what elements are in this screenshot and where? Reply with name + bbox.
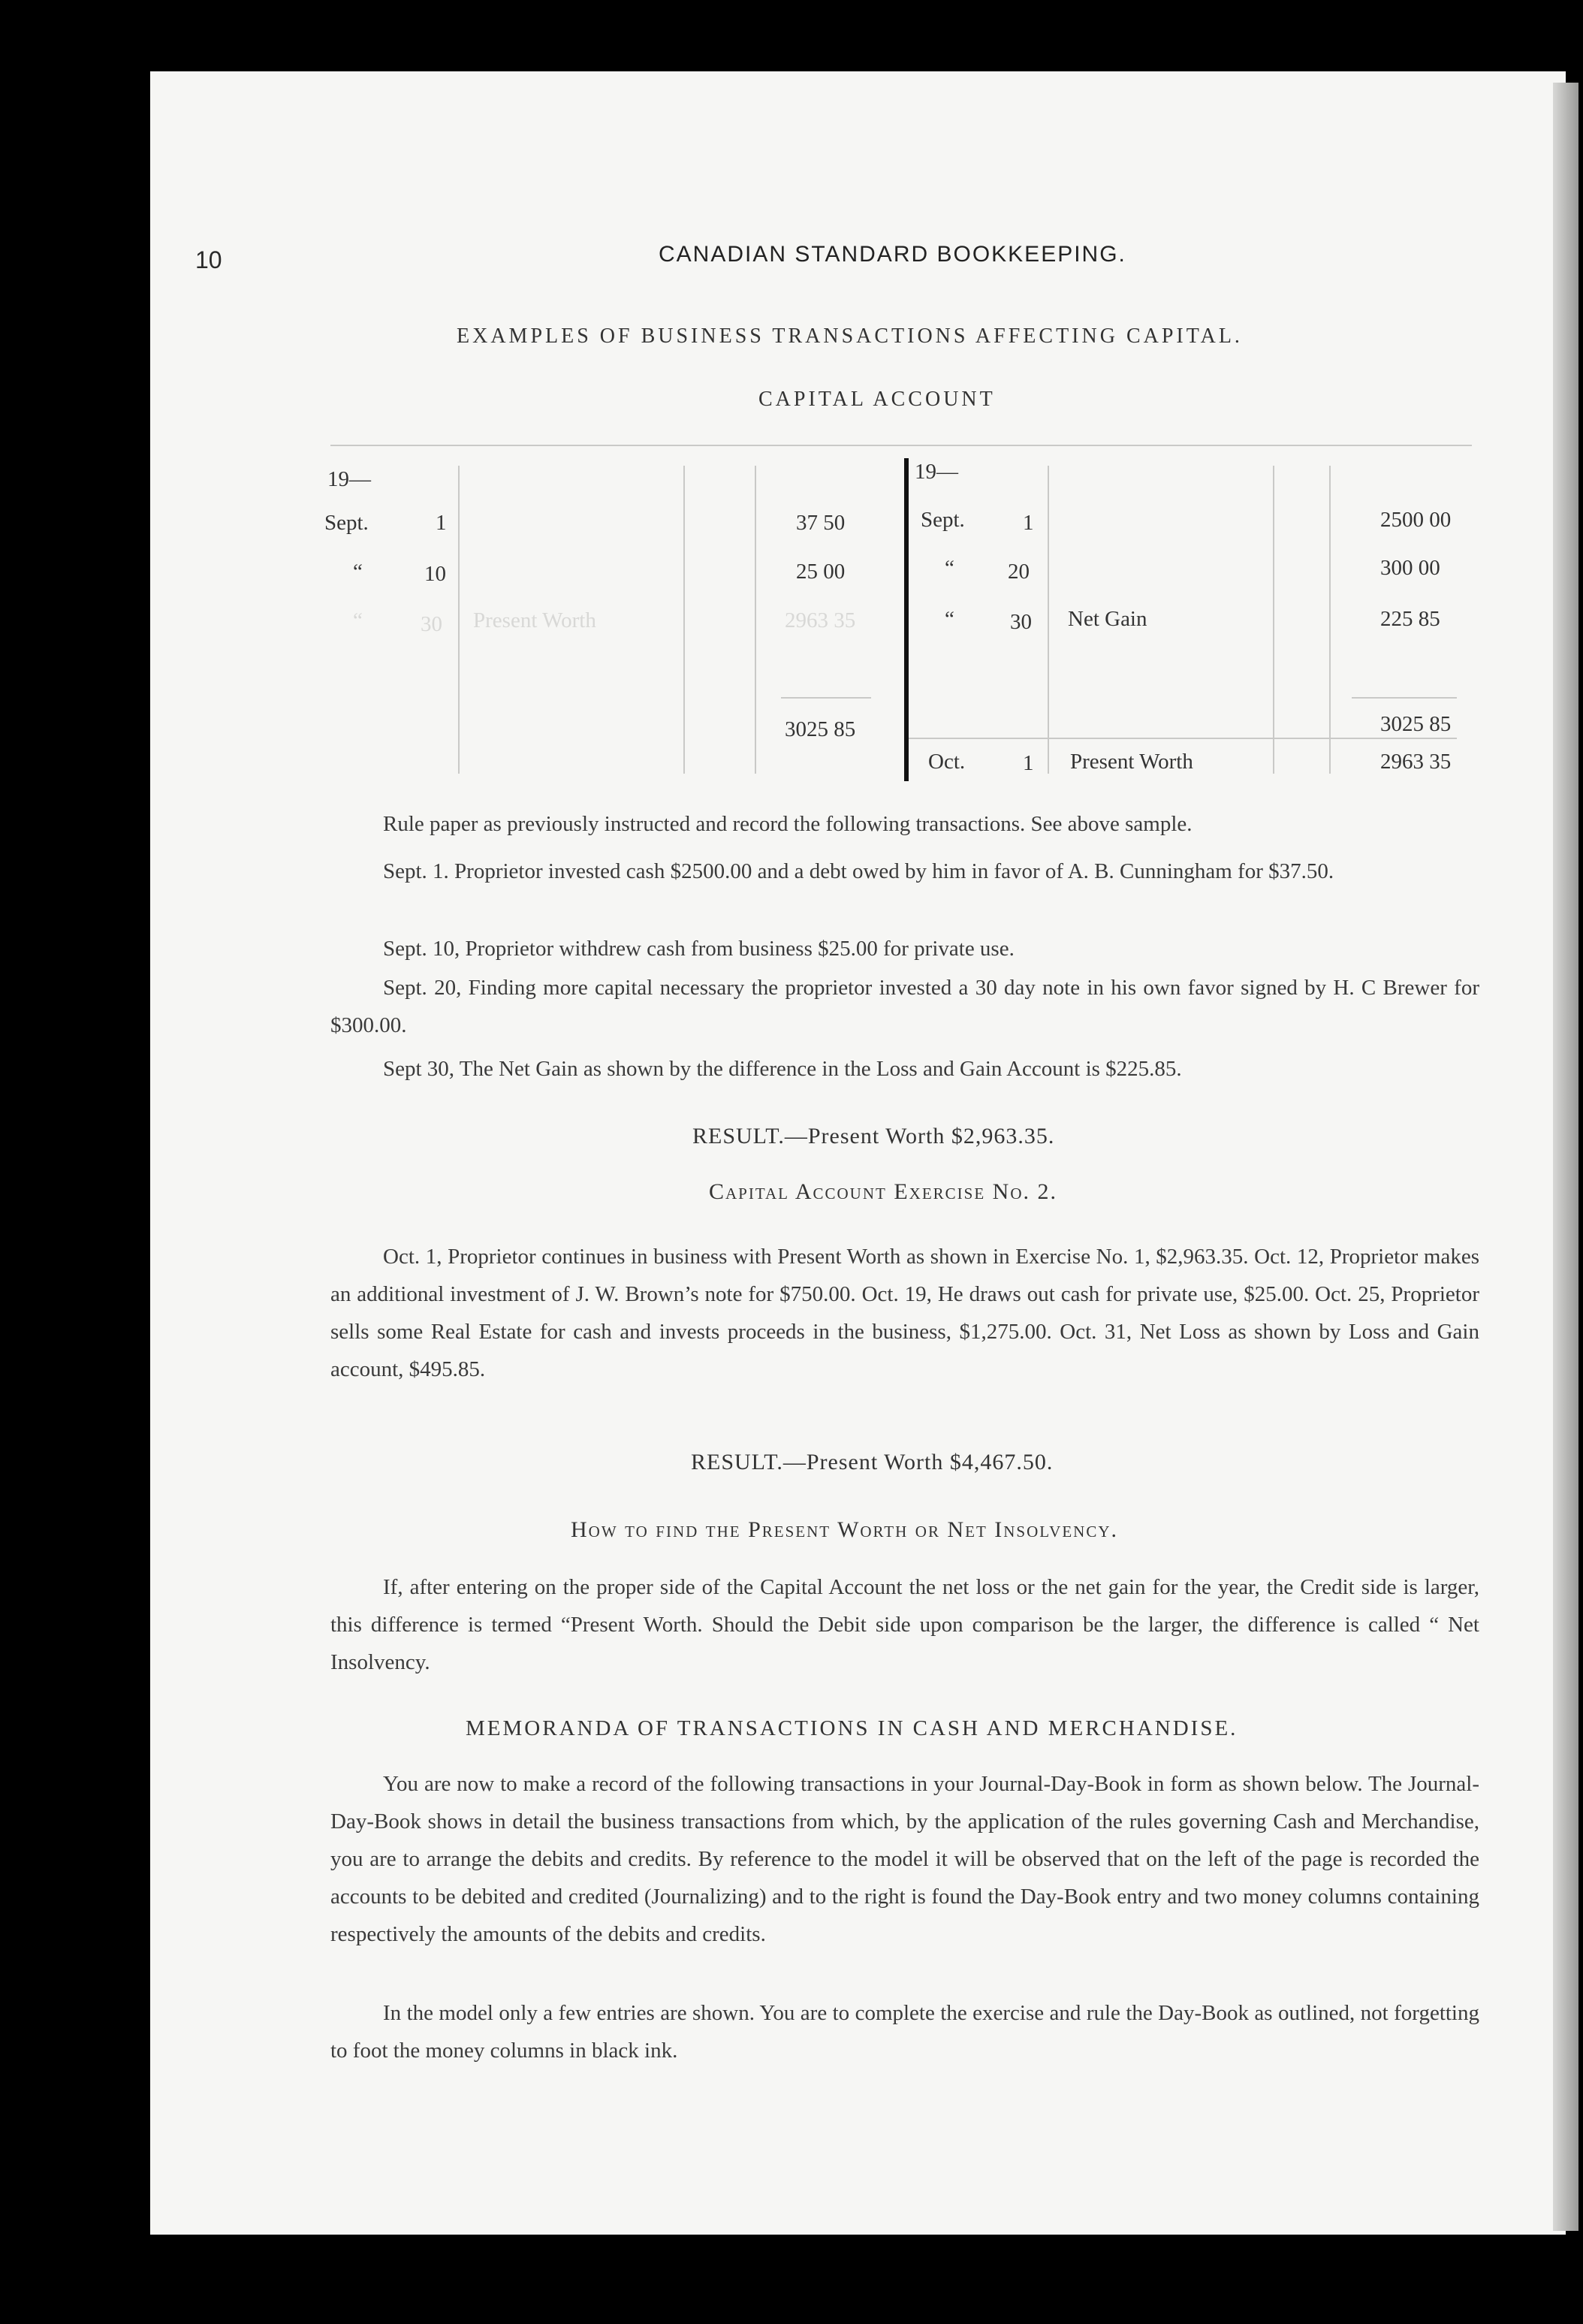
balance-day: 1 <box>1023 751 1034 775</box>
result-present-worth-2: RESULT.—Present Worth $4,467.50. <box>691 1450 1054 1474</box>
ledger-column-rule <box>683 466 685 774</box>
memoranda-paragraph <box>330 1765 1479 1953</box>
instruction-paragraph <box>330 853 1479 890</box>
ledger-top-rule <box>330 445 1472 446</box>
debit-total: 3025 85 <box>785 717 856 741</box>
debit-amount: 2963 35 <box>785 608 856 632</box>
instruction-text: Sept 30, The Net Gain as shown by the difference in the Loss and Gain Account is $225.85. <box>383 1057 1182 1081</box>
debit-year: 19— <box>327 467 371 491</box>
instruction-paragraph <box>330 969 1479 1044</box>
present-worth-text: If, after entering on the proper side of the Capital Account the net loss or the net gain for the year, the Credit side is larger, this difference is termed “Present Worth. Should the Debit side upon comparison be the larger, the difference is called “ Net Insolvency. <box>330 1575 1479 1674</box>
balance-month: Oct. <box>928 750 966 774</box>
present-worth-paragraph <box>330 1568 1479 1681</box>
debit-total-rule <box>781 697 871 699</box>
instruction-text: Rule paper as previously instructed and record the following transactions. See above sample. <box>383 812 1193 836</box>
credit-amount: 2500 00 <box>1380 508 1452 532</box>
instruction-text: Sept. 10, Proprietor withdrew cash from business $25.00 for private use. <box>383 937 1015 961</box>
balance-desc: Present Worth <box>1070 750 1193 774</box>
instruction-paragraph <box>330 805 1479 843</box>
instruction-text: Sept. 1. Proprietor invested cash $2500.00 and a debt owed by him in favor of A. B. Cunningham for $37.50. <box>383 859 1334 883</box>
memoranda-paragraph <box>330 1994 1479 2069</box>
result-present-worth: RESULT.—Present Worth $2,963.35. <box>692 1124 1055 1148</box>
credit-total-rule <box>1352 697 1457 699</box>
ledger-column-rule <box>1329 466 1331 774</box>
credit-month: “ <box>945 556 954 580</box>
instruction-paragraph <box>330 1050 1479 1088</box>
debit-month: Sept. <box>324 511 369 535</box>
credit-month: Sept. <box>921 508 965 532</box>
balance-rule <box>909 738 1457 739</box>
exercise-2-text: Oct. 1, Proprietor continues in business with Present Worth as shown in Exercise No. 1, $2,963.35. Oct. 12, Proprietor makes an additional investment of J. W. Brown’s note for $750.00. Oct. 19, He draws out cash for private use, $25.00. Oct. 25, Proprietor sells some Real Estate for cash and invests proceeds in the business, $1,275.00. Oct. 31, Net Loss as shown by Loss and Gain account, $495.85. <box>330 1245 1479 1381</box>
debit-amount: 25 00 <box>796 560 846 584</box>
heading-present-worth: How to find the Present Worth or Net Insolvency. <box>571 1517 1119 1542</box>
page-number: 10 <box>195 246 222 273</box>
debit-day: 1 <box>436 511 447 535</box>
debit-month: “ <box>353 608 363 632</box>
heading-capital-account: CAPITAL ACCOUNT <box>758 388 996 411</box>
credit-year: 19— <box>915 460 958 484</box>
debit-day: 10 <box>424 562 446 586</box>
ledger-column-rule <box>1273 466 1274 774</box>
ledger-column-rule <box>1048 466 1049 774</box>
credit-month: “ <box>945 607 954 631</box>
debit-month: “ <box>353 560 363 584</box>
memoranda-text: You are now to make a record of the following transactions in your Journal-Day-Book in form as shown below. The Journal-Day-Book shows in detail the business transactions from which, by the application of the rules governing Cash and Merchandise, you are to arrange the debits and credits. By reference to the model it will be observed that on the left of the page is recorded the accounts to be debited and credited (Journalizing) and to the right is found the Day-Book entry and two money columns containing respectively the amounts of the debits and credits. <box>330 1772 1479 1946</box>
credit-amount: 300 00 <box>1380 556 1440 580</box>
instruction-paragraph <box>330 930 1479 967</box>
debit-day: 30 <box>421 612 442 636</box>
heading-memoranda: MEMORANDA OF TRANSACTIONS IN CASH AND MERCHANDISE. <box>466 1716 1238 1740</box>
credit-amount: 225 85 <box>1380 607 1440 631</box>
ledger-column-rule <box>458 466 460 774</box>
exercise-2-paragraph <box>330 1238 1479 1388</box>
ledger-center-rule <box>904 458 909 781</box>
credit-day: 1 <box>1023 511 1034 535</box>
instruction-text: Sept. 20, Finding more capital necessary the proprietor invested a 30 day note in his own favor signed by H. C Brewer for $300.00. <box>330 976 1479 1037</box>
running-head: CANADIAN STANDARD BOOKKEEPING. <box>659 242 1126 267</box>
credit-day: 20 <box>1008 560 1030 584</box>
credit-total: 3025 85 <box>1380 712 1452 736</box>
ledger-column-rule <box>755 466 756 774</box>
balance-amount: 2963 35 <box>1380 750 1452 774</box>
credit-desc: Net Gain <box>1068 607 1147 631</box>
heading-examples: EXAMPLES OF BUSINESS TRANSACTIONS AFFECTING CAPITAL. <box>457 324 1243 348</box>
debit-amount: 37 50 <box>796 511 846 535</box>
memoranda-text: In the model only a few entries are shown. You are to complete the exercise and rule the Day-Book as outlined, not forgetting to foot the money columns in black ink. <box>330 2001 1479 2063</box>
credit-day: 30 <box>1010 610 1032 634</box>
heading-exercise-2: Capital Account Exercise No. 2. <box>709 1179 1057 1204</box>
page-edge <box>1553 83 1578 2231</box>
debit-desc: Present Worth <box>473 608 596 632</box>
